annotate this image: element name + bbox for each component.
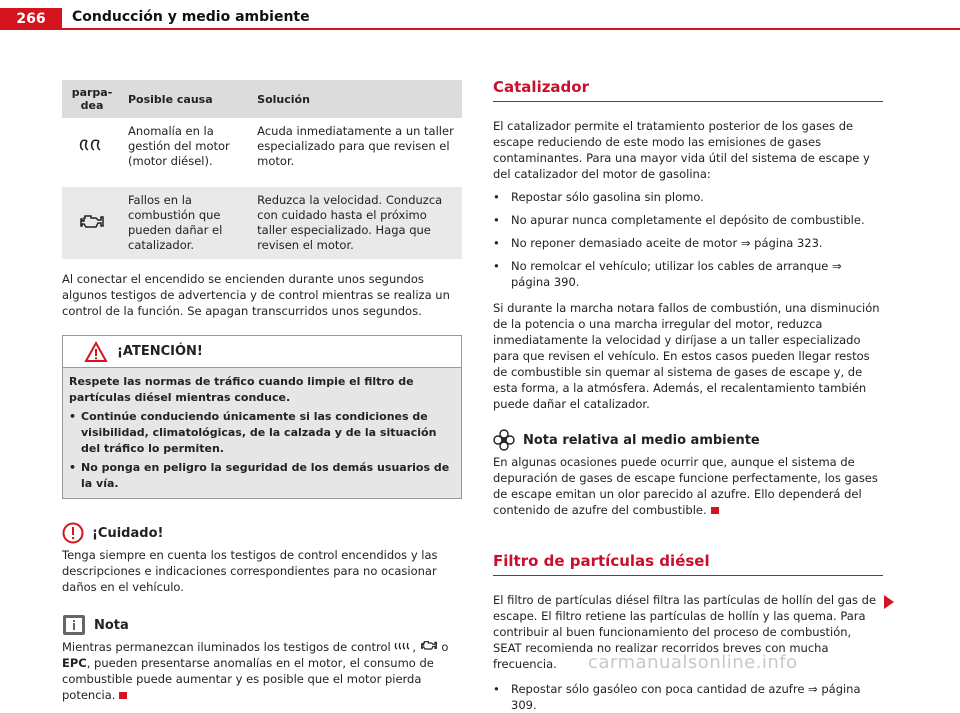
page-number: 266 xyxy=(0,8,62,30)
glow-plug-icon xyxy=(79,138,105,152)
caution-header xyxy=(62,521,462,545)
table-header-blink: parpa- dea xyxy=(62,80,122,118)
dpf-list xyxy=(493,681,883,713)
caution-text: Tenga siempre en cuenta los testigos de control encendidos y las descripciones e indicaciones correspondientes para no ocasionar daños en el vehículo. xyxy=(62,548,438,594)
catalizador-paragraph: Si durante la marcha notara fallos de combustión, una disminución de la potencia o una marcha irregular del motor, reduzca inmediatamente la velocidad y diríjase a un taller especializado para que revisen el vehículo. En estos casos pueden llegar restos de combustible sin quemar al sistema de gases de escape y, de esta forma, a la atmósfera. Además, el recalentamiento también puede dañar el catalizador. xyxy=(493,301,880,411)
catalizador-intro: El catalizador permite el tratamiento posterior de los gases de escape reduciendo de este modo las emisiones de gases contaminantes. Para una mayor vida útil del sistema de escape y del catalizador del motor de gasolina: xyxy=(493,119,870,181)
table-cell-icon xyxy=(62,118,122,175)
table-cell-icon xyxy=(62,187,122,259)
end-mark xyxy=(711,507,719,514)
table-header-cause: Posible causa xyxy=(122,80,251,118)
right-column xyxy=(493,78,883,713)
note-title: Nota xyxy=(94,617,129,633)
engine-check-icon xyxy=(79,212,105,230)
section-title-catalizador: Catalizador xyxy=(493,78,883,102)
glow-plug-icon xyxy=(394,641,412,651)
list-item: • Repostar sólo gasóleo con poca cantidad de azufre ⇒ página 309. xyxy=(493,682,861,712)
env-note-header xyxy=(493,428,883,452)
engine-check-icon xyxy=(420,639,438,651)
table-row xyxy=(62,187,462,259)
flower-environment-icon xyxy=(493,429,515,451)
env-note-title: Nota relativa al medio ambiente xyxy=(523,432,760,448)
env-note-text: En algunas ocasiones puede ocurrir que, aunque el sistema de depuración de gases de escape funcione perfectamente, los gases de escape emitan un olor parecido al azufre. Ello dependerá del contenido de azufre del combustible. xyxy=(493,455,878,517)
watermark: carmanualsonline.info xyxy=(588,652,798,673)
dpf-text: El filtro de partículas diésel filtra las partículas de hollín del gas de escape. El filtro retiene las partículas de hollín y las quema. Para contribuir al buen funcionamiento del proceso de combustión, SEAT recomienda no realizar recorridos breves con mucha frecuencia. xyxy=(493,593,877,671)
section-title-dpf: Filtro de partículas diésel xyxy=(493,552,883,576)
page-header xyxy=(0,0,960,30)
list-item: • Continúe conduciendo únicamente si las condiciones de visibilidad, climatológicas, de la calzada y de la situación del tráfico lo permiten. xyxy=(69,410,437,455)
table-cell-solution: Acuda inmediatamente a un taller especializado para que revisen el motor. xyxy=(251,118,462,175)
chapter-title: Conducción y medio ambiente xyxy=(72,9,310,25)
next-page-arrow-icon xyxy=(884,595,894,609)
table-header-solution: Solución xyxy=(251,80,462,118)
attention-title: ¡ATENCIÓN! xyxy=(117,344,203,359)
header-rule xyxy=(62,28,960,30)
warning-light-table xyxy=(62,80,462,259)
table-cell-cause: Fallos en la combustión que pueden dañar el catalizador. xyxy=(122,187,251,259)
table-cell-solution: Reduzca la velocidad. Conduzca con cuidado hasta el próximo taller especializado. Haga que revisen el motor. xyxy=(251,187,462,259)
attention-box xyxy=(62,335,462,499)
attention-body xyxy=(63,368,461,498)
list-item: • No reponer demasiado aceite de motor ⇒ página 323. xyxy=(493,236,823,250)
table-row xyxy=(62,118,462,175)
list-item: • Repostar sólo gasolina sin plomo. xyxy=(493,190,704,204)
attention-lead: Respete las normas de tráfico cuando limpie el filtro de partículas diésel mientras conduce. xyxy=(69,375,414,404)
note-header xyxy=(62,613,462,637)
info-note-icon xyxy=(62,614,86,636)
end-mark xyxy=(119,692,127,699)
note-text: Mientras permanezcan iluminados los testigos de control , o EPC, pueden presentarse anomalías en el motor, el consumo de combustible puede aumentar y es posible que el motor pierda potencia. xyxy=(62,640,449,702)
caution-title: ¡Cuidado! xyxy=(92,525,164,541)
intro-paragraph: Al conectar el encendido se encienden durante unos segundos algunos testigos de advertencia y de control mientras se realiza un control de la función. Se apagan transcurridos unos segundos. xyxy=(62,272,450,318)
attention-header xyxy=(63,336,461,368)
caution-exclamation-icon xyxy=(62,522,84,544)
left-column xyxy=(62,80,462,703)
list-item: • No ponga en peligro la seguridad de los demás usuarios de la vía. xyxy=(69,461,450,490)
catalizador-list xyxy=(493,189,883,290)
epc-icon: EPC xyxy=(62,656,87,670)
table-header-row xyxy=(62,80,462,118)
warning-triangle-icon xyxy=(85,342,107,362)
list-item: • No apurar nunca completamente el depósito de combustible. xyxy=(493,213,865,227)
list-item: • No remolcar el vehículo; utilizar los cables de arranque ⇒ página 390. xyxy=(493,259,842,289)
table-cell-cause: Anomalía en la gestión del motor (motor diésel). xyxy=(122,118,251,175)
